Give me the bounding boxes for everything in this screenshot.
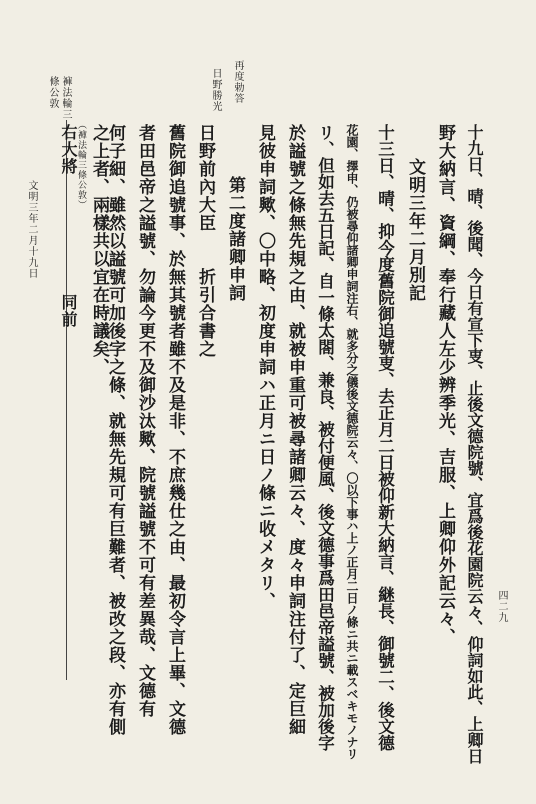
- body-column-7: 於謚號之條無先規之由、就被申重可被尋諸卿云々、度々申詞注付了、定巨細: [285, 124, 305, 736]
- body-column-13: 何子細、雖然以謚號可加後字之條、就無先規可有巨難者、被改之段、亦有側: [105, 124, 125, 736]
- body-column-15: 右大將 同前: [59, 124, 78, 328]
- body-column-2: 野大納言、資綱、奉行藏人左少辨季光、吉服、上卿仰外記云々、: [435, 124, 455, 646]
- margin-note-2b: 日野勝光: [210, 68, 221, 112]
- body-column-10: 日野前內大臣 折引合書之: [195, 124, 215, 358]
- margin-note-1b: 條公敦: [47, 76, 58, 109]
- body-column-11: 舊院御追號事、於無其號者雖不及是非、不庶幾仕之由、最初令言上畢、文德: [165, 124, 185, 736]
- body-column-9: 第二度諸卿申詞: [225, 176, 245, 302]
- body-column-12: 者田邑帝之謚號、勿論今更不及御沙汰歟、院號謚號不可有差異哉、文德有: [135, 124, 155, 718]
- body-column-1: 十九日、晴、後聞、今日有宣下叓、止後文德院號、宜爲後花園院云々、仰詞如此、上卿日: [465, 124, 484, 764]
- body-column-5: 花園、擇申、仍被尋仰諸卿申詞注右、就多分之儀後文德院云々、〇以下事ハ上ノ正月二日ノ條ニ共ニ載スベキモノナリ: [345, 124, 359, 760]
- body-column-8: 見彼申詞歟、〇中略、初度申詞ハ正月ニ日ノ條ニ收メタリ、: [255, 124, 275, 610]
- body-column-16-note: （褲法輪三條公敦）: [76, 120, 86, 210]
- running-date: 文明三年二月十九日: [26, 180, 37, 279]
- body-column-3: 文明三年二月別記: [405, 158, 425, 302]
- page-number: 四二九: [496, 590, 507, 623]
- margin-note-1a: 褲法輪三: [60, 76, 71, 120]
- margin-note-2a: 再度勅答: [232, 60, 243, 104]
- body-column-6: リ、但如去五日記、自一條太閤、兼良、被付便風、後文德事爲田邑帝謚號、被加後字: [315, 124, 335, 751]
- body-column-14: 之上者、兩樣共以宜在時議矣、: [89, 124, 109, 376]
- body-column-4: 十三日、晴、抑今度舊院御追號叓、去正月二日被仰新大納言、継長、御號二、後文德: [375, 124, 395, 751]
